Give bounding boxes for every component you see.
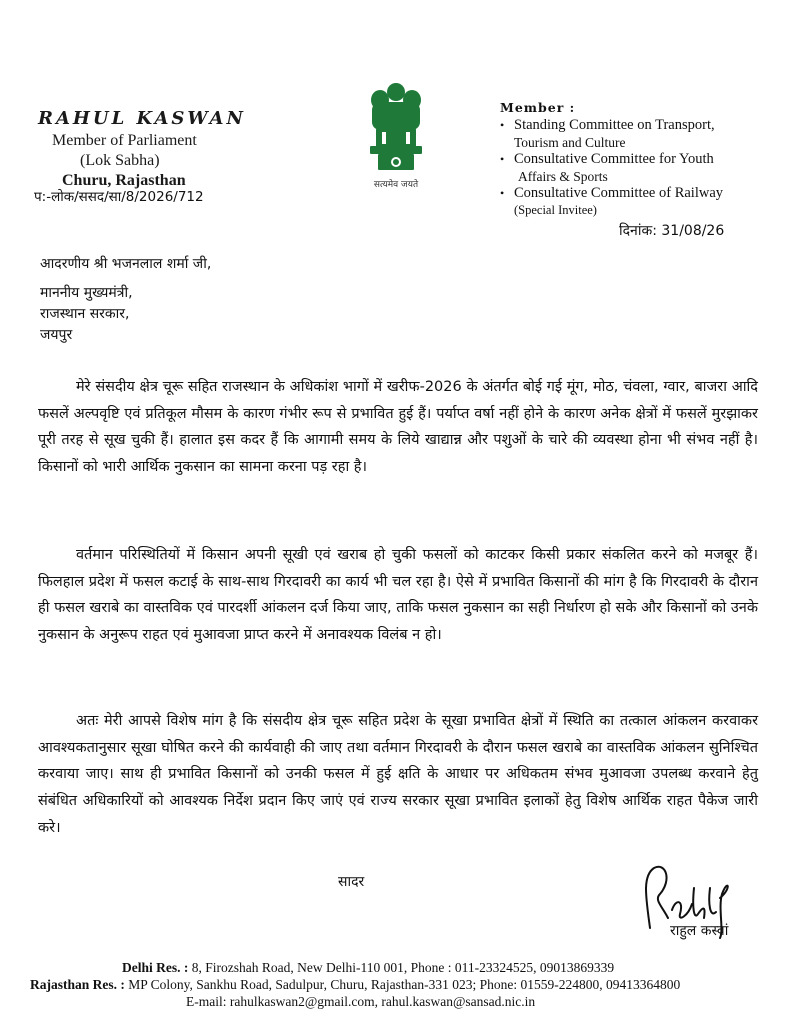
body-paragraph: वर्तमान परिस्थितियों में किसान अपनी सूखी एवं खराब हो चुकी फसलों को काटकर किसी प्रकार संकलित करने को मजबूर हैं। फिलहाल प्रदेश में फसल कटाई के साथ-साथ गिरदावरी का कार्य भी चल रहा है। ऐसे में प्रभावित किसानों की मांग है कि गिरदावरी के दौरान ही फसल खराबे का वास्तविक एवं पारदर्शी आंकलन दर्ज किया जाए, ताकि फसल नुकसान का सही निर्धारण हो सके और किसानों को उनके नुकसान के अनुरूप राहत एवं मुआवजा प्राप्त करने में अनावश्यक विलंब न हो। (38, 547, 758, 644)
addressee-line: आदरणीय श्री भजनलाल शर्मा जी, (40, 256, 212, 272)
committee-item-sub: (Special Invitee) (514, 203, 597, 217)
emblem-motto: सत्यमेव जयते (373, 180, 419, 190)
committee-item-sub: Tourism and Culture (514, 135, 626, 150)
membership-title: Member : (500, 100, 576, 115)
committee-list (500, 117, 790, 219)
signatory-name: राहुल कस्वां (670, 923, 729, 939)
footer-rajasthan: Rajasthan Res. : MP Colony, Sankhu Road, Sadulpur, Churu, Rajasthan-331 023; Phone: 01559-224800, 09413364800 (30, 977, 681, 992)
body-paragraph: मेरे संसदीय क्षेत्र चूरू सहित राजस्थान के अधिकांश भागों में खरीफ-2026 के अंतर्गत बोई गई मूंग, मोठ, चंवला, ग्वार, बाजरा आदि फसलें अल्पवृष्टि एवं प्रतिकूल मौसम के कारण गंभीर रूप से प्रभावित हुई हैं। पर्याप्त वर्षा नहीं होने के कारण अनेक क्षेत्रों में फसलें मुरझाकर पूरी तरह से सूख चुकी हैं। हालात इस कदर हैं कि आगामी समय के लिये खाद्यान्न और पशुओं के चारे की व्यवस्था होना भी संभव नहीं है। किसानों को भारी आर्थिक नुकसान का सामना करना पड़ रहा है। (38, 379, 758, 476)
letter-date: दिनांक: 31/08/26 (619, 223, 725, 239)
national-emblem-icon (354, 80, 438, 190)
committee-item: • Consultative Committee of Railway (500, 185, 724, 201)
addressee-line: माननीय मुख्यमंत्री, (40, 285, 133, 301)
footer-delhi: Delhi Res. : 8, Firozshah Road, New Delhi-110 001, Phone : 011-23324525, 09013869339 (122, 960, 615, 975)
reference-number: प:-लोक/ससद/सा/8/2026/712 (34, 189, 204, 205)
committee-item: • Consultative Committee for Youth (500, 151, 714, 167)
closing: सादर (338, 874, 365, 890)
committee-item: • Standing Committee on Transport, (500, 117, 715, 133)
committee-item-sub: Affairs & Sports (518, 169, 608, 184)
mp-name: RAHUL KASWAN (38, 108, 246, 129)
footer-email: E-mail: rahulkaswan2@gmail.com, rahul.kaswan@sansad.nic.in (186, 994, 536, 1009)
body-paragraph: अतः मेरी आपसे विशेष मांग है कि संसदीय क्षेत्र चूरू सहित प्रदेश के सूखा प्रभावित क्षेत्रों में स्थिति का तत्काल आंकलन करवाकर आवश्यकतानुसार सूखा घोषित करने की कार्यवाही की जाए तथा वर्तमान गिरदावरी के दौरान फसल खराबे का वास्तविक आंकलन सुनिश्चित करवाया जाए। साथ ही प्रभावित किसानों को उनकी फसल में हुई क्षति के आधार पर अधिकतम संभव मुआवजा उपलब्ध करवाने हेतु संबंधित अधिकारियों को आवश्यक निर्देश प्रदान किए जाएं एवं राज्य सरकार सूखा प्रभावित इलाकों हेतु विशेष आर्थिक राहत पैकेज जारी करे। (38, 713, 758, 836)
addressee-line: राजस्थान सरकार, (40, 306, 130, 322)
house: (Lok Sabha) (80, 152, 160, 169)
designation: Member of Parliament (52, 132, 197, 149)
addressee-line: जयपुर (40, 327, 73, 343)
constituency: Churu, Rajasthan (62, 172, 186, 189)
